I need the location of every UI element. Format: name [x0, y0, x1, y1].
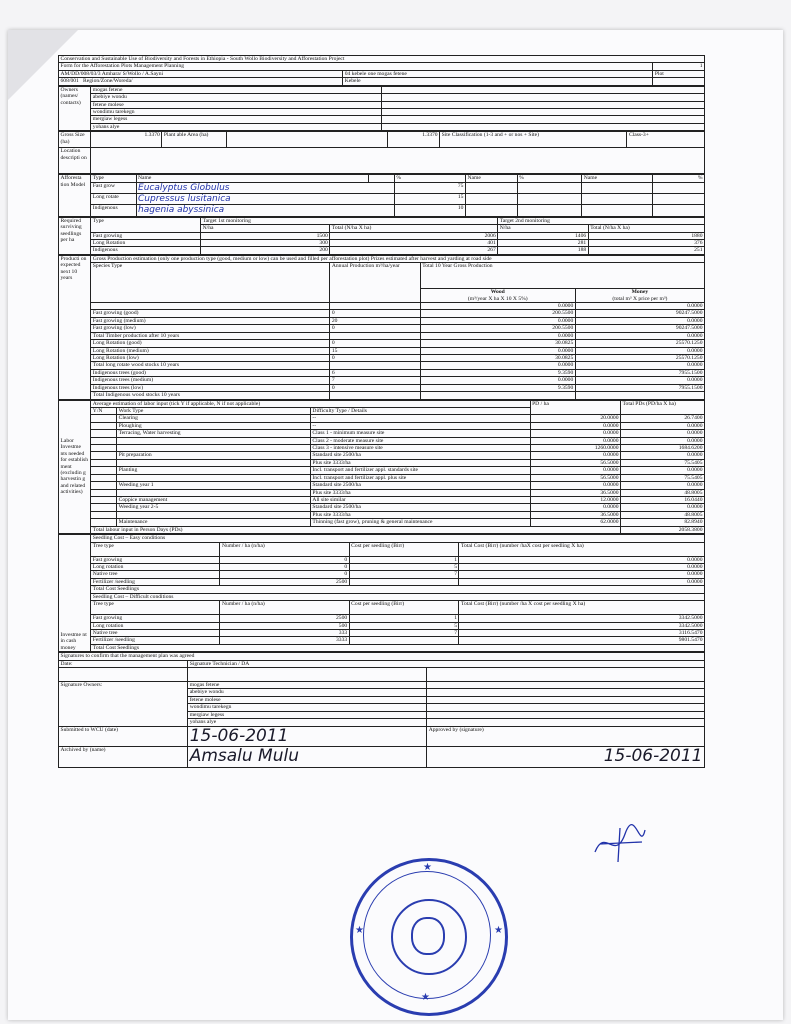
code-label: AM/DD/008/03/3	[60, 70, 101, 77]
nha-header: N/ha	[201, 225, 330, 232]
plot-label: Plot	[653, 70, 705, 77]
production-row-label: Indigenous trees (low)	[91, 384, 330, 391]
seedling-type: Indigenous	[91, 247, 201, 254]
star-icon: ★	[421, 992, 430, 1003]
seedlings-table	[58, 217, 705, 255]
number-value: 500	[220, 622, 349, 629]
star-icon: ★	[423, 862, 432, 873]
pd-value: 0.0000	[530, 452, 620, 459]
owners-signature-label: Signature Owners:	[59, 682, 188, 727]
total-pd-value: 1684.6200	[621, 445, 705, 452]
owner-contact	[381, 101, 704, 108]
wood-subheader: (m³/year X ha X 10 X 5%)	[467, 295, 528, 302]
target1-header: Target 1st monitoring	[201, 217, 498, 224]
cps-value: 5	[349, 622, 459, 629]
owner-contact	[381, 86, 704, 93]
total-pd-value: 0.0000	[621, 437, 705, 444]
total-pd-value: 0.0000	[621, 430, 705, 437]
work-type	[117, 489, 311, 496]
total-pd-value: 26.7400	[621, 415, 705, 422]
total-pd-header: Total PDs (PD/ha X ha)	[621, 400, 705, 415]
difficulty: Thinning (fast grow), pruning & general maintenance	[310, 519, 530, 526]
total-cost-value: 3342.5000	[459, 615, 705, 622]
project-title: Conservation and Sustainable Use of Biodiversity and Forests in Ethiopia - South Wollo Biodiversity and Afforestation Project	[59, 56, 705, 63]
archived-name-handwritten: Amsalu Mulu	[188, 747, 427, 768]
difficulty: Class 2 - moderate measure site	[310, 437, 530, 444]
labor-total-label: Total labour input in Person Days (PDs)	[91, 526, 621, 533]
total2-header: Total (N/ha X ha)	[588, 225, 704, 232]
annual-value: 20	[330, 317, 420, 324]
work-type: Coppice management	[117, 497, 311, 504]
tree-type: Long rotation	[91, 622, 220, 629]
total-cost-value: 3342.5000	[459, 622, 705, 629]
total-pd-value: 82.8940	[621, 519, 705, 526]
pd-header: PD / ha	[530, 400, 620, 415]
code2: 608/001	[60, 78, 79, 85]
owner-name: yohans alye	[91, 123, 382, 130]
production-row-label: Indigenous trees (good)	[91, 369, 330, 376]
type-header: Type	[91, 175, 136, 182]
cost-per-seedling-header: Cost per seedling (Birr)	[349, 601, 459, 615]
cps-value: 5	[349, 563, 459, 570]
nha2-header: N/ha	[498, 225, 588, 232]
page-number: 1	[653, 63, 705, 70]
pd-value: 0.0000	[530, 467, 620, 474]
cost-per-seedling-header: Cost per seedling (Birr)	[349, 542, 459, 556]
work-type: Pit preparation	[117, 452, 311, 459]
tree-type: Fertilizer /seedling	[91, 637, 220, 644]
number-value: 0	[220, 571, 349, 578]
money-value: 7955.1500	[575, 369, 704, 376]
seedling-tot1: 2006	[330, 232, 498, 239]
pd-value: 56.5000	[530, 459, 620, 466]
pd-value: 0.0000	[530, 430, 620, 437]
difficulty: Incl. transport and fertilizer appl. standards site	[310, 467, 530, 474]
cps-value: 1	[349, 556, 459, 563]
model-pct: 15	[394, 193, 465, 204]
annual-value: 0	[330, 355, 420, 362]
seedling-tot2: 251	[588, 247, 704, 254]
tree-type: Fertilizer /seedling	[91, 578, 220, 585]
money-value: 0.0000	[575, 362, 704, 369]
empty-cell	[369, 175, 395, 182]
annual-value: 0	[330, 340, 420, 347]
wood-value: 0.0000	[420, 347, 575, 354]
difficulty: Plus site 3333/ha	[310, 459, 530, 466]
work-type	[117, 474, 311, 481]
region-zone-label: Region/Zone/Woreda/	[83, 78, 133, 85]
work-type: Planting	[117, 467, 311, 474]
gross-size-value: 1.3370	[91, 132, 162, 148]
model-type: Indigenous	[91, 205, 136, 216]
header-table	[58, 55, 705, 86]
owner-contact	[381, 116, 704, 123]
money-value: 0.0000	[575, 377, 704, 384]
technician-signature-label: Signature Technician / DA	[188, 660, 705, 667]
tree-type-header: Tree type	[91, 601, 220, 615]
money-value: 0.0000	[575, 347, 704, 354]
difficult-conditions-header: Seedling Cost – Difficult conditions	[91, 593, 705, 600]
number-value: 333	[220, 629, 349, 636]
tree-type: Fast growing	[91, 556, 220, 563]
submitted-date-handwritten: 15-06-2011	[188, 726, 427, 747]
plantable-area-label: Plant able Area (ha)	[162, 132, 227, 148]
model-table	[58, 174, 705, 216]
site-classification-label: Site Classification (1-3 and + or nos + Site)	[440, 132, 627, 148]
seedling-tot1: 401	[330, 239, 498, 246]
wood-value: 30.0825	[420, 355, 575, 362]
work-type: Weeding year 1	[117, 482, 311, 489]
signatory-name: yohans alye	[188, 719, 427, 726]
production-note: Gross Production estimation (only one production type (good, medium or low) can be used and filled per afforestation plot) Prizes estimated after harvest and yarding at road side	[91, 255, 705, 262]
total-cost-value: 9801.5470	[459, 637, 705, 644]
total-pd-value: 75.5405	[621, 474, 705, 481]
tree-type: Native tree	[91, 571, 220, 578]
species-name-handwritten: Eucalyptus Globulus	[136, 182, 394, 193]
approval-signature	[590, 822, 650, 867]
production-row-label: Long Rotation (low)	[91, 355, 330, 362]
seedling-type: Long Rotation	[91, 239, 201, 246]
seedling-tot2: 1880	[588, 232, 704, 239]
total-cost-header: Total Cost (Birr) (number /haX cost per seedling X ha)	[459, 542, 705, 556]
total-pd-value: 48.8005	[621, 489, 705, 496]
number-value: 0	[220, 556, 349, 563]
species-name-handwritten: Cupressus lusitanica	[136, 193, 394, 204]
total-pd-value: 48.8005	[621, 511, 705, 518]
owner-name: fetene molese	[91, 101, 382, 108]
number-value: 2500	[220, 578, 349, 585]
production-label: Producti on expected next 10 years	[59, 255, 91, 399]
pd-value: 20.0000	[530, 415, 620, 422]
cps-value: 7	[349, 629, 459, 636]
work-type: Weeding year 2-5	[117, 504, 311, 511]
kebele-label: Kebele	[343, 78, 653, 85]
empty-cell	[226, 132, 388, 148]
model-type: Long rotate	[91, 193, 136, 204]
wood-header: Wood	[490, 289, 505, 296]
wood-value: 30.0825	[420, 340, 575, 347]
pd-value: 12.0000	[530, 497, 620, 504]
number-value: 3333	[220, 637, 349, 644]
pd-value: 0.0000	[530, 422, 620, 429]
seedling-n2: 188	[498, 247, 588, 254]
wood-value: 200.5500	[420, 310, 575, 317]
production-row-label: Long Rotation (good)	[91, 340, 330, 347]
seedling-tot1: 267	[330, 247, 498, 254]
money-value: 7955.1500	[575, 384, 704, 391]
owner-name: mogas fetene	[91, 86, 382, 93]
total-pd-value: 0.0000	[621, 482, 705, 489]
money-value: 0.0000	[575, 317, 704, 324]
production-row-label: Fast growing (medium)	[91, 317, 330, 324]
work-type	[117, 511, 311, 518]
total-cost-value: 3116.5470	[459, 629, 705, 636]
code-cell	[59, 70, 343, 77]
pct2-header: %	[517, 175, 582, 182]
number-value: 2500	[220, 615, 349, 622]
total-pd-value: 16.0440	[621, 497, 705, 504]
production-row-label: Total Indigenous wood stocks 10 years	[91, 392, 330, 399]
work-type: Clearing	[117, 415, 311, 422]
annual-value: 0	[330, 384, 420, 391]
cps-value: 1	[349, 615, 459, 622]
production-row-label: Total Timber production after 10 years	[91, 332, 330, 339]
signatory-name: fetene molese	[188, 696, 427, 703]
number-header: Number / ha (n/ha)	[220, 601, 349, 615]
production-table	[58, 255, 705, 400]
owner-name: abebiye wondu	[91, 94, 382, 101]
gross-size-label: Gross Size (ha)	[59, 132, 91, 148]
signatory-name: mergiaw legess	[188, 711, 427, 718]
money-value: 25570.1250	[575, 355, 704, 362]
total-pd-value: 0.0000	[621, 422, 705, 429]
difficulty: Standard site 2500/ha	[310, 504, 530, 511]
money-subheader: (total m³ X price per m³)	[612, 295, 668, 302]
target2-header: Target 2nd monitoring	[498, 217, 705, 224]
pd-value: 0.0000	[530, 482, 620, 489]
tree-type: Native tree	[91, 629, 220, 636]
signatory-name: mogas fetene	[188, 682, 427, 689]
production-row-label: Fast growing (good)	[91, 310, 330, 317]
total-cost-header: Total Cost (Birr) (number /ha X cost per seedling X ha)	[459, 601, 705, 615]
pct3-header: %	[653, 175, 705, 182]
production-row-label: Fast growing (low)	[91, 325, 330, 332]
difficulty: Class 1 - minimum measure site	[310, 430, 530, 437]
official-stamp	[350, 858, 508, 1016]
signatures-table	[58, 652, 705, 767]
pd-value: 1260.0000	[530, 445, 620, 452]
wood-value: 0.0000	[420, 332, 575, 339]
total-pd-value: 0.0000	[621, 452, 705, 459]
archived-label: Archived by (name)	[59, 747, 188, 768]
model-type: Fast grow	[91, 182, 136, 193]
money-value: 90247.5000	[575, 325, 704, 332]
model-pct: 75	[394, 182, 465, 193]
archive-date-handwritten: 15-06-2011	[427, 747, 705, 768]
submitted-label: Submitted to WCU (date)	[59, 726, 188, 747]
owner-contact	[381, 94, 704, 101]
seedling-n1: 300	[201, 239, 330, 246]
total-pd-value: 75.5405	[621, 459, 705, 466]
pd-value: 36.5000	[530, 489, 620, 496]
number-value: 0	[220, 563, 349, 570]
cps-value: 7	[349, 571, 459, 578]
production-row-label: Long Rotation (medium)	[91, 347, 330, 354]
difficulty-header: Difficulty Type / Details	[310, 407, 530, 414]
tree-type: Long rotation	[91, 563, 220, 570]
annual-value: 0	[330, 310, 420, 317]
work-type	[117, 445, 311, 452]
star-icon: ★	[355, 925, 364, 936]
total-cost-value: 0.0000	[459, 571, 705, 578]
tree-type-header: Tree type	[91, 542, 220, 556]
difficulty: Class 3 - intensive measure site	[310, 445, 530, 452]
date-label: Date:	[59, 660, 188, 667]
type-header: Type	[91, 217, 201, 232]
wood-value: 9.3590	[420, 369, 575, 376]
difficulty: Incl. transport and fertilizer appl. plus site	[310, 474, 530, 481]
seedling-type: Fast growing	[91, 232, 201, 239]
species-name-handwritten: hagenia abyssinica	[136, 205, 394, 216]
money-header: Money	[631, 289, 649, 296]
work-type: Ploughing	[117, 422, 311, 429]
work-header: Work Type	[117, 407, 311, 414]
wood-value: 0.0000	[420, 317, 575, 324]
class-label: Class-3+	[627, 132, 705, 148]
work-type	[117, 459, 311, 466]
labor-table	[58, 400, 705, 535]
pd-value: 0.0000	[530, 437, 620, 444]
annual-value: 6	[330, 369, 420, 376]
total-cost-seedlings-label: Total Cost Seedlings	[91, 586, 705, 593]
total-header: Total (N/ha X ha)	[330, 225, 498, 232]
owners-label: Owners (names/ contacts)	[59, 86, 91, 131]
total-pd-value: 0.0000	[621, 504, 705, 511]
wood-value: 200.5500	[420, 325, 575, 332]
labor-label: Labor Investme nts needed for establish ment (excludin g harvestin g and related activities)	[59, 400, 91, 534]
difficulty: Plus site 3333/ha	[310, 489, 530, 496]
work-type	[117, 437, 311, 444]
pd-value: 36.5000	[530, 511, 620, 518]
annual-header: Annual Production m³/ha/year	[330, 263, 420, 303]
pct-header: %	[394, 175, 465, 182]
owner-contact	[381, 108, 704, 115]
wood-value: 0.0000	[420, 377, 575, 384]
site-value: 1.3370	[388, 132, 440, 148]
money-value: 25570.1250	[575, 340, 704, 347]
wood-value: 0.0000	[420, 303, 575, 310]
wood-value: 0.0000	[420, 362, 575, 369]
seedling-n1: 1500	[201, 232, 330, 239]
work-type: Maintenance	[117, 519, 311, 526]
difficulty: Plus site 3333/ha	[310, 511, 530, 518]
location-label: Location descripti on	[59, 148, 91, 174]
production-row-label: Total long rotate wood stocks 10 years	[91, 362, 330, 369]
labor-total-value: 2058.3800	[621, 526, 705, 533]
model-label: Afforesta tion Model	[59, 175, 91, 216]
seedling-n1: 200	[201, 247, 330, 254]
cost-label: Investme nt in cash money	[59, 535, 91, 652]
money-value: 0.0000	[575, 303, 704, 310]
labor-note: Average estimation of labor input (tick Y if applicable, N if not applicable)	[91, 400, 530, 407]
empty-cell	[653, 78, 705, 85]
cost-table	[58, 534, 705, 652]
annual-value: 0	[330, 325, 420, 332]
total-pd-value: 0.0000	[621, 467, 705, 474]
afforestation-form	[58, 55, 705, 768]
wood-value: 9.3590	[420, 384, 575, 391]
region-label: Amhara/ S/Wollo / A.Sayni	[101, 70, 164, 77]
seedling-tot2: 376	[588, 239, 704, 246]
seedlings-label: Required surviving seedlings per ha	[59, 217, 91, 254]
code2-cell	[59, 78, 343, 85]
total-cost-value: 0.0000	[459, 563, 705, 570]
number-header: Number / ha (n/ha)	[220, 542, 349, 556]
yn-header: Y/N	[91, 407, 117, 414]
species-header: Species Type	[91, 263, 330, 303]
name2-header: Name	[465, 175, 517, 182]
kebele-value: 04 kebele one mogas fetene	[343, 70, 653, 77]
work-type: Terracing, Water harvesting	[117, 430, 311, 437]
pd-value: 0.0000	[530, 504, 620, 511]
model-pct: 10	[394, 205, 465, 216]
total-cost-value: 0.0000	[459, 578, 705, 585]
emblem-icon	[411, 917, 445, 955]
pd-value: 62.0000	[530, 519, 620, 526]
owners-table	[58, 86, 705, 132]
money-value: 90247.5000	[575, 310, 704, 317]
star-icon: ★	[494, 925, 503, 936]
difficulty: Standard site 2500/ha	[310, 482, 530, 489]
agreement-label: Signatures to confirm that the management plan was agreed	[59, 653, 705, 660]
difficulty: All site similar	[310, 497, 530, 504]
name3-header: Name	[582, 175, 653, 182]
annual-value: 7	[330, 377, 420, 384]
seedling-n2: 1406	[498, 232, 588, 239]
form-title: Form for the Afforestation Plots Management Planning	[59, 63, 653, 70]
seedling-n2: 281	[498, 239, 588, 246]
signatory-name: abebiye wondu	[188, 689, 427, 696]
tree-type: Fast growing	[91, 615, 220, 622]
total-cost-value: 0.0000	[459, 556, 705, 563]
total-cost-seedlings-label: Total Cost Seedlings	[91, 644, 705, 651]
name-header: Name	[136, 175, 369, 182]
production-row-label: Indigenous trees (medium)	[91, 377, 330, 384]
location-value	[91, 148, 705, 174]
total-production-header: Total 10 Year Gross Production	[420, 263, 704, 289]
owner-name: wondimu tarekegn	[91, 108, 382, 115]
owner-contact	[381, 123, 704, 130]
owner-name: mergiaw legess	[91, 116, 382, 123]
difficulty: --	[310, 415, 530, 422]
approved-label: Approved by (signature)	[427, 726, 705, 747]
annual-value: 15	[330, 347, 420, 354]
size-table	[58, 131, 705, 174]
money-value: 0.0000	[575, 332, 704, 339]
difficulty: Standard site 2500/ha	[310, 452, 530, 459]
easy-conditions-header: Seedling Cost – Easy conditions	[91, 535, 705, 542]
pd-value: 56.5000	[530, 474, 620, 481]
signatory-name: wondimu tarekegn	[188, 704, 427, 711]
difficulty: --	[310, 422, 530, 429]
